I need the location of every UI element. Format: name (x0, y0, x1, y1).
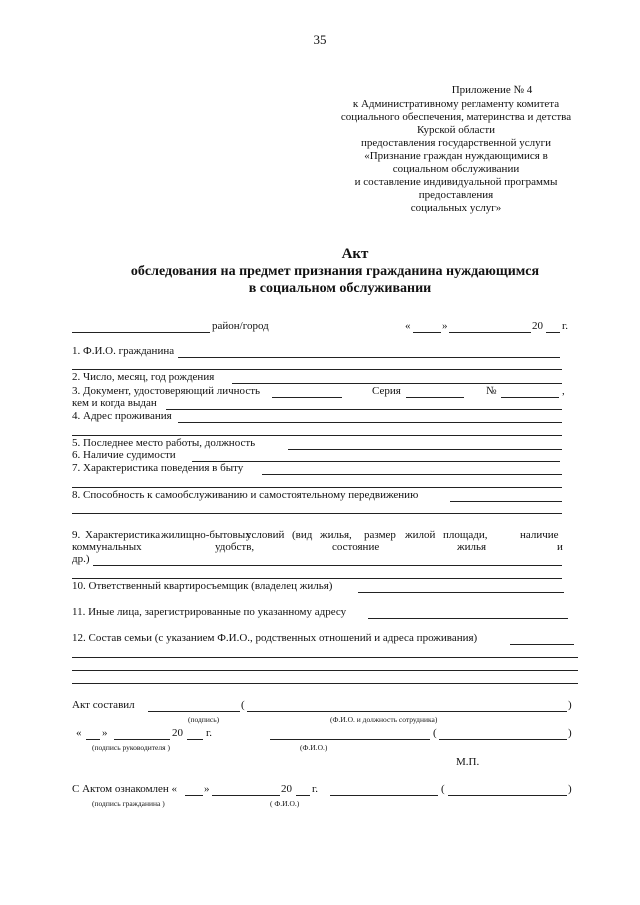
appendix-line: социальных услуг» (410, 202, 502, 214)
appendix-line: социального обеспечения, материнства и детства (340, 111, 572, 123)
field-label-housing-word: жилой (405, 529, 436, 541)
paren-open: ( (433, 727, 437, 739)
appendix-line: к Административному регламенту комитета (352, 98, 560, 110)
field-line-family-extra[interactable] (72, 670, 578, 671)
field-line-tenant[interactable] (358, 592, 564, 593)
paren-open: ( (441, 783, 445, 795)
field-label-tenant: 10. Ответственный квартиросъемщик (владелец жилья) (72, 580, 333, 592)
paren-close: ) (568, 727, 572, 739)
field-line-fio-extra[interactable] (72, 369, 562, 370)
field-line-family[interactable] (510, 644, 574, 645)
head-fio-line[interactable] (439, 739, 567, 740)
field-line-address[interactable] (178, 422, 562, 423)
field-line-housing-extra[interactable] (72, 578, 562, 579)
district-label: район/город (212, 320, 269, 332)
field-label-housing-word: наличие (520, 529, 559, 541)
field-label-housing-word: жилищно-бытовых (161, 529, 251, 541)
field-label-criminal-record: 6. Наличие судимости (72, 449, 176, 461)
citizen-signature-line[interactable] (330, 795, 438, 796)
head-date-year-suffix: г. (206, 727, 213, 739)
field-line-series[interactable] (406, 397, 464, 398)
paren-close: ) (568, 699, 572, 711)
field-line-housing[interactable] (93, 565, 562, 566)
field-label-last-work: 5. Последнее место работы, должность (72, 437, 256, 449)
caption-fio: (Ф.И.О.) (300, 743, 328, 752)
field-label-housing-word: условий (246, 529, 285, 541)
field-label-birthdate: 2. Число, месяц, год рождения (72, 371, 215, 383)
acq-date-year-line[interactable] (296, 795, 310, 796)
date-quote-close: » (102, 727, 108, 739)
acq-date-year-suffix: г. (312, 783, 319, 795)
field-label-housing-word: Характеристика (85, 529, 161, 541)
field-line-behavior-extra[interactable] (72, 487, 562, 488)
field-line-behavior[interactable] (262, 474, 562, 475)
date-quote-open: « (405, 320, 411, 332)
field-label-self-care: 8. Способность к самообслуживанию и самостоятельному передвижению (72, 489, 419, 501)
field-comma: , (562, 385, 565, 397)
field-label-housing-word: жилья (457, 541, 487, 553)
composer-signature-line[interactable] (148, 711, 240, 712)
composer-fio-line[interactable] (247, 711, 567, 712)
field-label-issued: кем и когда выдан (72, 397, 157, 409)
head-date-year-line[interactable] (187, 739, 203, 740)
field-label-address: 4. Адрес проживания (72, 410, 172, 422)
document-subtitle: обследования на предмет признания гражданина нуждающимся (130, 264, 540, 279)
appendix-line: «Признание граждан нуждающимися в (364, 150, 548, 162)
date-quote-close: » (442, 320, 448, 332)
field-line-self-care-extra[interactable] (72, 513, 562, 514)
field-label-series: Серия (372, 385, 401, 397)
appendix-line: социальном обслуживании (392, 163, 520, 175)
date-year-suffix: г. (562, 320, 569, 332)
field-label-number: № (486, 385, 497, 397)
field-line-id-document[interactable] (272, 397, 342, 398)
act-composed-label: Акт составил (72, 699, 135, 711)
field-line-last-work[interactable] (288, 449, 562, 450)
field-label-behavior: 7. Характеристика поведения в быту (72, 462, 244, 474)
field-line-number[interactable] (501, 397, 559, 398)
acq-date-month-line[interactable] (212, 795, 280, 796)
field-label-housing-word: жилья, (320, 529, 352, 541)
field-label-registered-persons: 11. Иные лица, зарегистрированные по указанному адресу (72, 606, 347, 618)
field-line-fio[interactable] (178, 357, 560, 358)
paren-close: ) (568, 783, 572, 795)
document-title: Акт (341, 246, 369, 262)
field-label-housing-word: размер (364, 529, 396, 541)
head-date-month-line[interactable] (114, 739, 170, 740)
head-date-day-line[interactable] (86, 739, 100, 740)
field-line-family-extra[interactable] (72, 683, 578, 684)
document-subtitle: в социальном обслуживании (248, 281, 432, 296)
field-label-housing-word: площади, (443, 529, 488, 541)
field-line-family-extra[interactable] (72, 657, 578, 658)
caption-fio: ( Ф.И.О.) (270, 799, 300, 808)
acquainted-label: С Актом ознакомлен « (72, 783, 178, 795)
field-label-housing-word: состояние (332, 541, 380, 553)
field-line-address-extra[interactable] (72, 435, 562, 436)
date-year-line[interactable] (546, 332, 560, 333)
field-line-self-care[interactable] (450, 501, 562, 502)
field-label-housing-word: коммунальных (72, 541, 142, 553)
date-month-line[interactable] (449, 332, 531, 333)
field-line-registered-persons[interactable] (368, 618, 568, 619)
head-date-year: 20 (172, 727, 183, 739)
page-number: 35 (313, 32, 327, 47)
appendix-line: предоставления (418, 189, 494, 201)
field-label-housing-word: удобств, (215, 541, 255, 553)
date-quote-open: « (76, 727, 82, 739)
field-label-family: 12. Состав семьи (с указанием Ф.И.О., родственных отношений и адреса проживания) (72, 632, 478, 644)
seal-label: М.П. (456, 756, 480, 768)
date-quote-close: » (204, 783, 210, 795)
field-label-fio: 1. Ф.И.О. гражданина (72, 345, 175, 357)
acq-date-year: 20 (281, 783, 292, 795)
appendix-line: предоставления государственной услуги (360, 137, 552, 149)
field-label-housing-other: др.) (72, 553, 90, 565)
caption-fio-position: (Ф.И.О. и должность сотрудника) (330, 715, 438, 724)
caption-signature: (подпись) (188, 715, 220, 724)
appendix-line: Курской области (416, 124, 496, 136)
caption-citizen-signature: (подпись гражданина ) (92, 799, 165, 808)
appendix-line: Приложение № 4 (451, 84, 533, 96)
field-label-housing-word: (вид (292, 529, 313, 541)
field-line-issued[interactable] (166, 409, 562, 410)
head-signature-line[interactable] (270, 739, 430, 740)
date-day-line[interactable] (413, 332, 441, 333)
date-year-prefix: 20 (532, 320, 543, 332)
field-line-criminal-record[interactable] (192, 461, 560, 462)
field-label-id-document: 3. Документ, удостоверяющий личность (72, 385, 261, 397)
citizen-fio-line[interactable] (448, 795, 567, 796)
paren-open: ( (241, 699, 245, 711)
field-line-birthdate[interactable] (232, 383, 562, 384)
appendix-line: и составление индивидуальной программы (354, 176, 558, 188)
caption-head-signature: (подпись руководителя ) (92, 743, 170, 752)
district-field-line[interactable] (72, 332, 210, 333)
field-label-housing-1: 9. (72, 529, 81, 541)
field-label-housing-word: и (557, 541, 563, 553)
acq-date-day-line[interactable] (185, 795, 203, 796)
